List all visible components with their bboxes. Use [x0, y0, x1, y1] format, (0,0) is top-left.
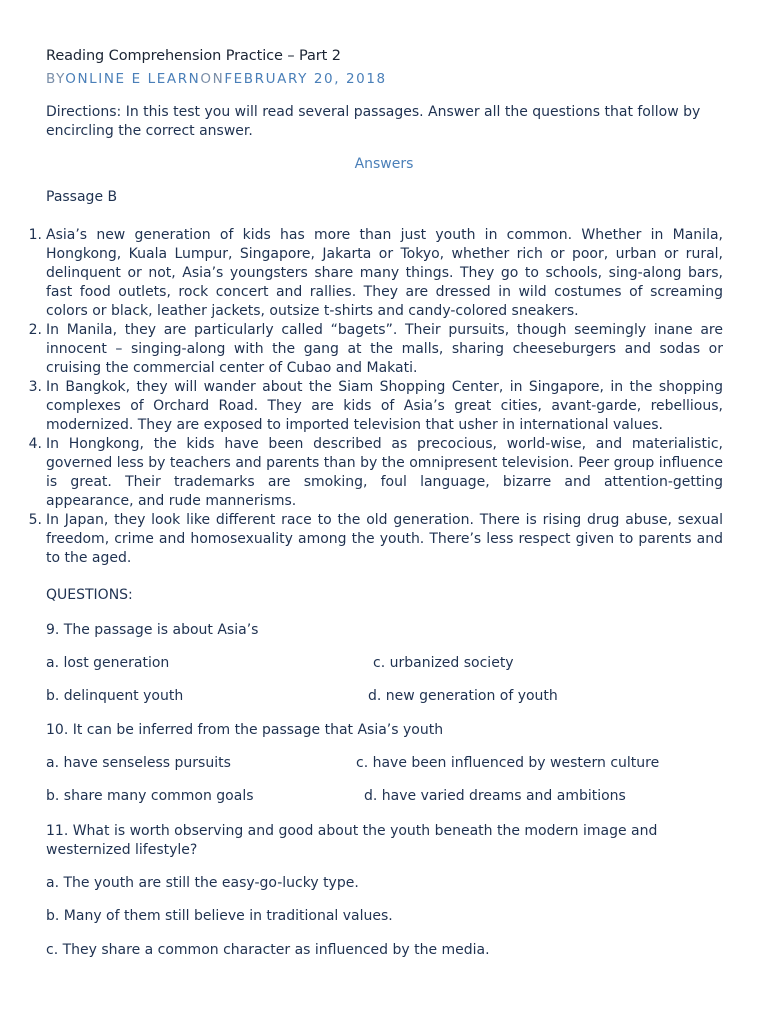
- q11-option-c: c. They share a common character as influenced by the media.: [46, 942, 490, 958]
- passage-item: [28, 435, 723, 511]
- passage-number: 1.: [28, 227, 42, 243]
- passage-number: 2.: [28, 322, 42, 338]
- byline-on: ON: [200, 71, 225, 87]
- directions-text: Directions: In this test you will read several passages. Answer all the questions that follow by encircling the correct answer.: [46, 104, 701, 139]
- byline-by: BY: [46, 71, 66, 87]
- q11-option-a: a. The youth are still the easy-go-lucky type.: [46, 875, 359, 891]
- answers-link-text[interactable]: Answers: [354, 156, 414, 172]
- passage-text: Asia’s new generation of kids has more than just youth in common. Whether in Manila, Hongkong, Kuala Lumpur, Singapore, Jakarta or Tokyo, whether rich or poor, urban or rural, delinquent or not, Asia’s youngsters share many things. They go to schools, sing-along bars, fast food outlets, rock concert and rallies. They are dressed in wild costumes of screaming colors or black, leather jackets, outsize t-shirts and candy-colored sneakers.: [46, 227, 723, 319]
- byline: [46, 71, 387, 87]
- q10-option-d: d. have varied dreams and ambitions: [364, 788, 626, 804]
- author-link[interactable]: ONLINE E LEARN: [65, 71, 201, 87]
- passage-item: [28, 226, 723, 321]
- passage-text: In Hongkong, the kids have been described as precocious, world-wise, and materialistic, governed less by teachers and parents than by the omnipresent television. Peer group influence is great. Their trademarks are smoking, foul language, bizarre and attention-getting appearance, and rude mannerisms.: [46, 436, 723, 509]
- passage-text: In Japan, they look like different race to the old generation. There is rising drug abuse, sexual freedom, crime and homosexuality among the youth. There’s less respect given to parents and to the aged.: [46, 512, 723, 566]
- page-title: Reading Comprehension Practice – Part 2: [46, 48, 341, 64]
- passage-item: [28, 511, 723, 568]
- q9-option-a: a. lost generation: [46, 655, 170, 671]
- q11-option-b: b. Many of them still believe in traditional values.: [46, 908, 393, 924]
- q9-option-d: d. new generation of youth: [368, 688, 558, 704]
- answers-link: [0, 156, 768, 172]
- date-link[interactable]: FEBRUARY 20, 2018: [224, 71, 387, 87]
- passage-label: Passage B: [46, 189, 118, 205]
- passage-number: 3.: [28, 379, 42, 395]
- q10-option-a: a. have senseless pursuits: [46, 755, 231, 771]
- q10-option-c: c. have been influenced by western culture: [356, 755, 660, 771]
- passage-item: [28, 321, 723, 378]
- question-10: 10. It can be inferred from the passage that Asia’s youth: [46, 722, 444, 738]
- q9-option-c: c. urbanized society: [373, 655, 514, 671]
- q9-option-b: b. delinquent youth: [46, 688, 184, 704]
- questions-header: QUESTIONS:: [46, 587, 133, 603]
- question-11: 11. What is worth observing and good about the youth beneath the modern image and westernized lifestyle?: [46, 823, 658, 858]
- passage-number: 4.: [28, 436, 42, 452]
- passage-item: [28, 378, 723, 435]
- question-9: 9. The passage is about Asia’s: [46, 622, 259, 638]
- q10-option-b: b. share many common goals: [46, 788, 254, 804]
- passage-text: In Manila, they are particularly called “bagets”. Their pursuits, though seemingly inane are innocent – singing-along with the gang at the malls, sharing cheeseburgers and sodas or cruising the commercial center of Cubao and Makati.: [46, 322, 723, 376]
- passage-text: In Bangkok, they will wander about the Siam Shopping Center, in Singapore, in the shopping complexes of Orchard Road. They are kids of Asia’s great cities, avant-garde, rebellious, modernized. They are exposed to imported television that usher in international values.: [46, 379, 723, 433]
- passage-list: [28, 226, 723, 568]
- passage-number: 5.: [28, 512, 42, 528]
